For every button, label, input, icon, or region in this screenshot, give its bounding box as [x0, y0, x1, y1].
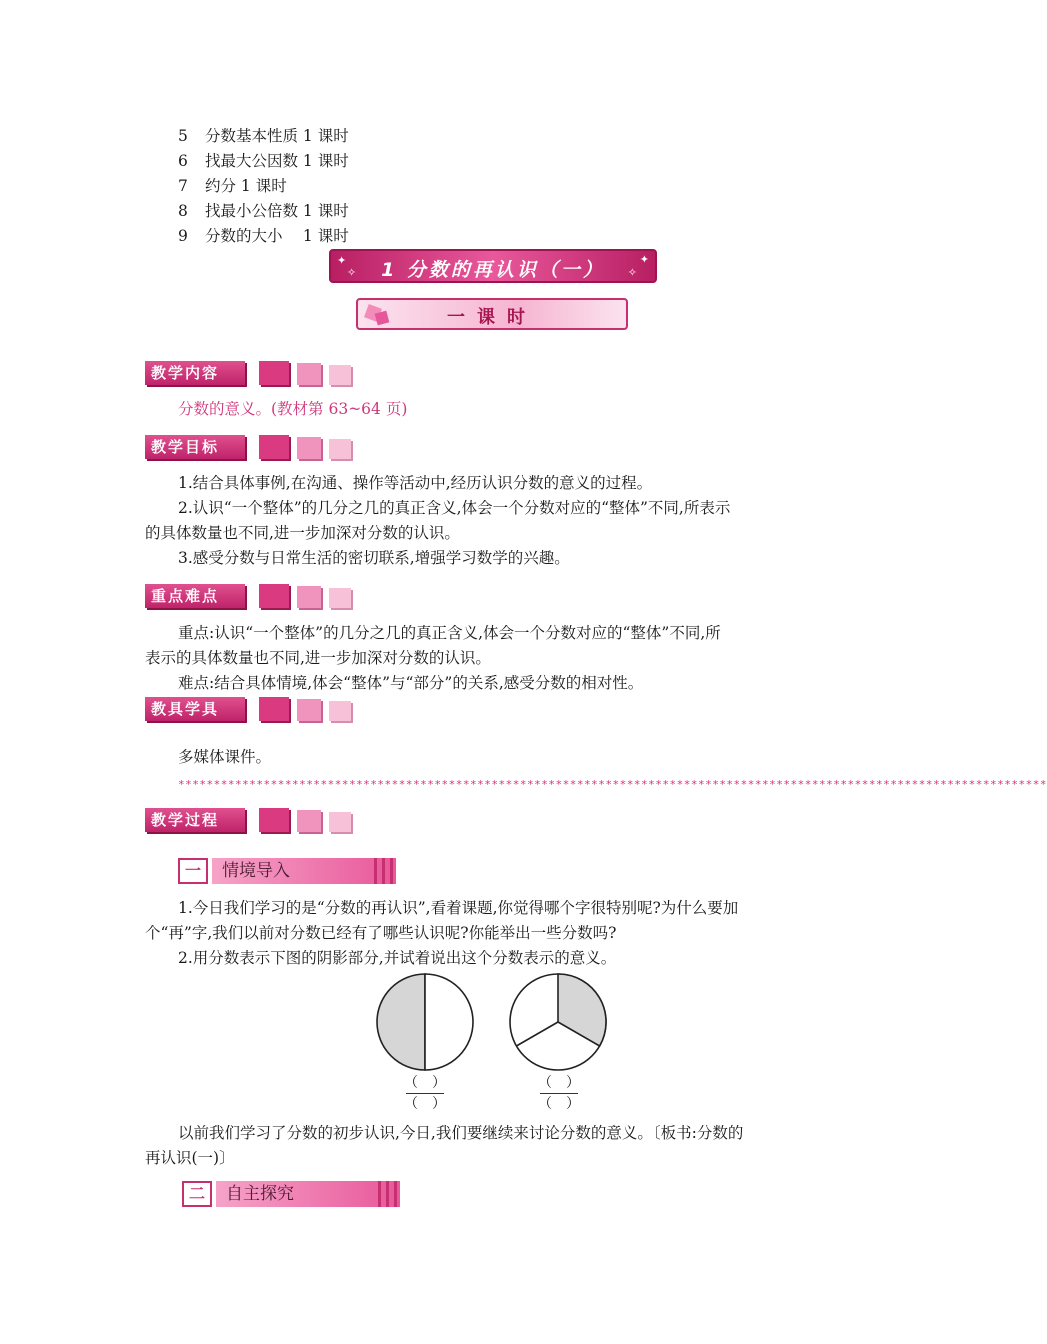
intro-line: 1.今日我们学习的是“分数的再认识”,看着课题,你觉得哪个字很特别呢?为什么要加 [178, 899, 739, 917]
schedule-item: 7 约分 1 课时 [178, 177, 287, 195]
decor-block [329, 439, 351, 459]
shaded-half [377, 974, 425, 1070]
schedule-item: 8 找最小公倍数 1 课时 [178, 202, 349, 220]
decor-block [297, 586, 321, 608]
goal-line: 的具体数量也不同,进一步加深对分数的认识。 [145, 524, 460, 542]
unshaded-half [425, 974, 473, 1070]
goal-line: 2.认识“一个整体”的几分之几的真正含义,体会一个分数对应的“整体”不同,所表示 [178, 499, 731, 517]
period-title: 一课时 [447, 307, 537, 328]
intro-after-line: 以前我们学习了分数的初步认识,今日,我们要继续来讨论分数的意义。〔板书:分数的 [178, 1124, 744, 1142]
decor-block [259, 584, 289, 608]
decor-block [297, 437, 321, 459]
step-header-intro: 一 情境导入 [178, 858, 396, 884]
key-point-line: 表示的具体数量也不同,进一步加深对分数的认识。 [145, 649, 491, 667]
decor-block [297, 363, 321, 385]
intro-line: 个“再”字,我们以前对分数已经有了哪些认识呢?你能举出一些分数吗? [145, 924, 617, 942]
content-text: 分数的意义。(教材第 63~64 页) [178, 400, 408, 418]
decor-block [297, 810, 321, 832]
intro-line: 2.用分数表示下图的阴影部分,并试着说出这个分数表示的意义。 [178, 949, 617, 967]
decor-block [329, 812, 351, 832]
circle-halves [377, 974, 473, 1070]
schedule-item: 9 分数的大小 1 课时 [178, 227, 349, 245]
blank-fraction: （ ） （ ） [404, 1075, 446, 1112]
decor-block [329, 701, 351, 721]
star-icon: ✧ [627, 266, 637, 279]
decor-block [259, 435, 289, 459]
star-divider: ************************************************************************************************************************** [178, 778, 1047, 791]
decor-block [297, 699, 321, 721]
lesson-title: 1 分数的再认识（一） [381, 259, 605, 281]
key-point-line: 重点:认识“一个整体”的几分之几的真正含义,体会一个分数对应的“整体”不同,所 [178, 624, 721, 642]
schedule-item: 6 找最大公因数 1 课时 [178, 152, 349, 170]
decor-block [259, 361, 289, 385]
star-icon: ✦ [639, 253, 649, 266]
intro-after-line: 再认识(一)〕 [145, 1149, 235, 1167]
fraction-circles-figure [370, 972, 620, 1072]
tools-text: 多媒体课件。 [178, 748, 272, 766]
step-header-explore: 二 自主探究 [182, 1181, 400, 1207]
period-banner [356, 298, 628, 330]
goal-line: 1.结合具体事例,在沟通、操作等活动中,经历认识分数的意义的过程。 [178, 474, 653, 492]
key-point-line: 难点:结合具体情境,体会“整体”与“部分”的关系,感受分数的相对性。 [178, 674, 644, 692]
decor-block [259, 697, 289, 721]
lesson-title-banner [329, 249, 657, 283]
decor-block [259, 808, 289, 832]
star-icon: ✧ [347, 266, 357, 279]
decor-block [329, 588, 351, 608]
schedule-item: 5 分数基本性质 1 课时 [178, 127, 349, 145]
star-icon: ✦ [337, 254, 347, 267]
decor-block [329, 365, 351, 385]
blank-fraction: （ ） （ ） [538, 1075, 580, 1112]
goal-line: 3.感受分数与日常生活的密切联系,增强学习数学的兴趣。 [178, 549, 570, 567]
circle-thirds [510, 974, 606, 1070]
